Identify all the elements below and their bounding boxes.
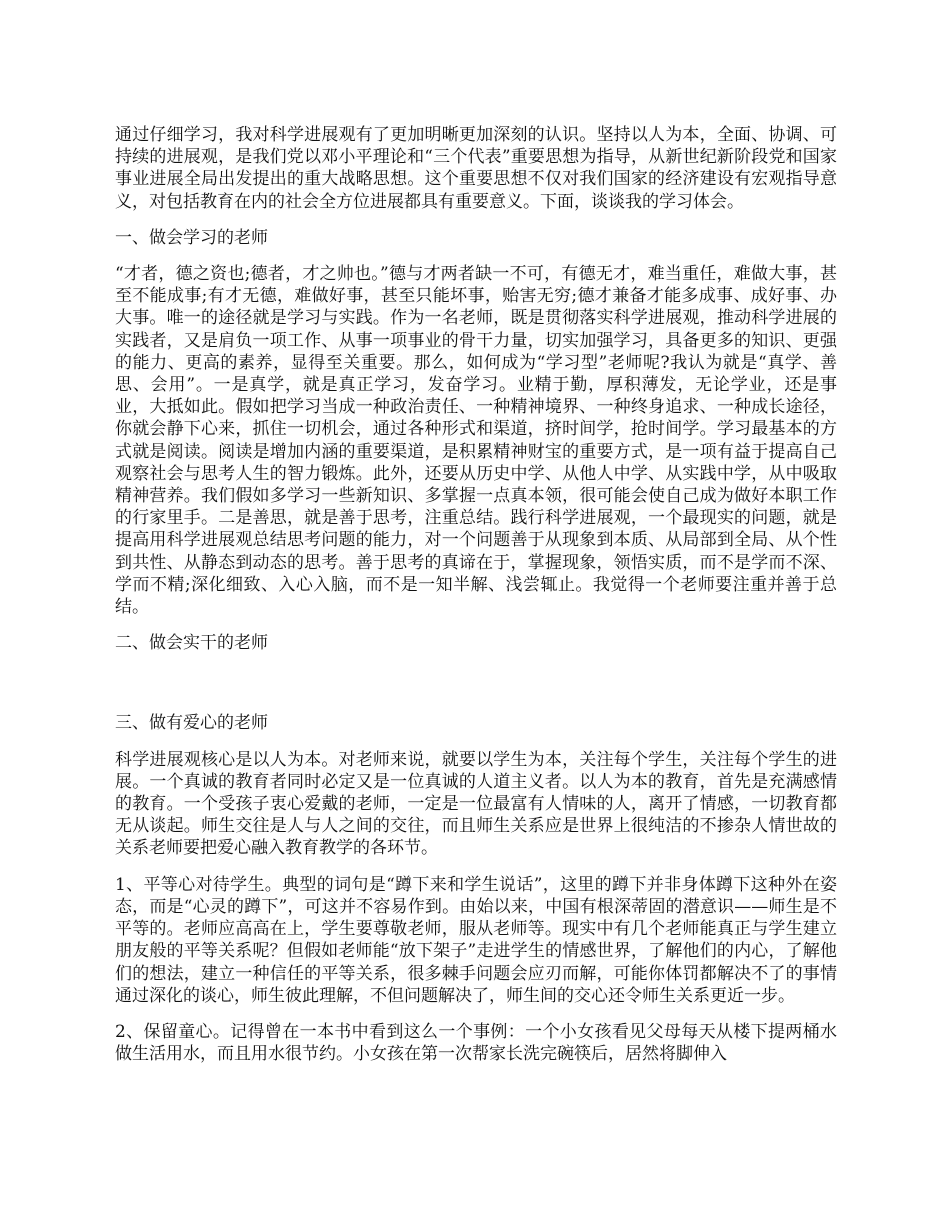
document-page <box>115 124 837 1079</box>
section-1-paragraph: “才者，德之资也;德者，才之帅也。”德与才两者缺一不可，有德无才，难当重任，难做大事，甚至不能成事;有才无德，难做好事，甚至只能坏事，贻害无穷;德才兼备才能多成事、成好事、办大事。唯一的途径就是学习与实践。作为一名老师，既是贯彻落实科学进展观，推动科学进展的实践者，又是肩负一项工作、从事一项事业的骨干力量，切实加强学习，具备更多的知识、更强的能力、更高的素养，显得至关重要。那么，如何成为“学习型”老师呢?我认为就是“真学、善思、会用”。一是真学，就是真正学习，发奋学习。业精于勤，厚积薄发，无论学业，还是事业，大抵如此。假如把学习当成一种政治责任、一种精神境界、一种终身追求、一种成长途径，你就会静下心来，抓住一切机会，通过各种形式和渠道，挤时间学，抢时间学。学习最基本的方式就是阅读。阅读是增加内涵的重要渠道，是积累精神财宝的重要方式，是一项有益于提高自己观察社会与思考人生的智力锻炼。此外，还要从历史中学、从他人中学、从实践中学，从中吸取精神营养。我们假如多学习一些新知识、多掌握一点真本领，很可能会使自己成为做好本职工作的行家里手。二是善思，就是善于思考，注重总结。践行科学进展观，一个最现实的问题，就是提高用科学进展观总结思考问题的能力，对一个问题善于从现象到本质、从局部到全局、从个性到共性、从静态到动态的思考。善于思考的真谛在于，掌握现象，领悟实质，而不是学而不深、学而不精;深化细致、入心入脑，而不是一知半解、浅尝辄止。我觉得一个老师要注重并善于总结。 <box>115 264 837 618</box>
section-3-paragraph: 科学进展观核心是以人为本。对老师来说，就要以学生为本，关注每个学生，关注每个学生的进展。一个真诚的教育者同时必定又是一位真诚的人道主义者。以人为本的教育，首先是充满感情的教育。一个受孩子衷心爱戴的老师，一定是一位最富有人情味的人，离开了情感，一切教育都无从谈起。师生交往是人与人之间的交往，而且师生关系应是世界上很纯洁的不掺杂人情世故的关系老师要把爱心融入教育教学的各环节。 <box>115 749 837 859</box>
section-3-heading: 三、做有爱心的老师 <box>115 713 268 734</box>
point-1-paragraph: 1、平等心对待学生。典型的词句是“蹲下来和学生说话”，这里的蹲下并非身体蹲下这种外在姿态，而是“心灵的蹲下”，可这并不容易作到。由始以来，中国有根深蒂固的潜意识——师生是不平等的。老师应高高在上，学生要尊敬老师，服从老师等。现实中有几个老师能真正与学生建立朋友般的平等关系呢？但假如老师能“放下架子”走进学生的情感世界，了解他们的内心，了解他们的想法，建立一种信任的平等关系，很多棘手问题会应刃而解，可能你体罚都解决不了的事情通过深化的谈心，师生彼此理解，不但问题解决了，师生间的交心还令师生关系更近一步。 <box>115 874 837 1006</box>
blank-space <box>115 668 837 712</box>
section-1-heading: 一、做会学习的老师 <box>115 227 268 248</box>
section-2-heading: 二、做会实干的老师 <box>115 633 268 654</box>
intro-paragraph: 通过仔细学习，我对科学进展观有了更加明晰更加深刻的认识。坚持以人为本，全面、协调、可持续的进展观，是我们党以邓小平理论和“三个代表”重要思想为指导，从新世纪新阶段党和国家事业进展全局出发提出的重大战略思想。这个重要思想不仅对我们国家的经济建设有宏观指导意义，对包括教育在内的社会全方位进展都具有重要意义。下面，谈谈我的学习体会。 <box>115 125 837 212</box>
point-2-paragraph: 2、保留童心。记得曾在一本书中看到这么一个事例：一个小女孩看见父母每天从楼下提两桶水做生活用水，而且用水很节约。小女孩在第一次帮家长洗完碗筷后，居然将脚伸入 <box>115 1021 837 1065</box>
